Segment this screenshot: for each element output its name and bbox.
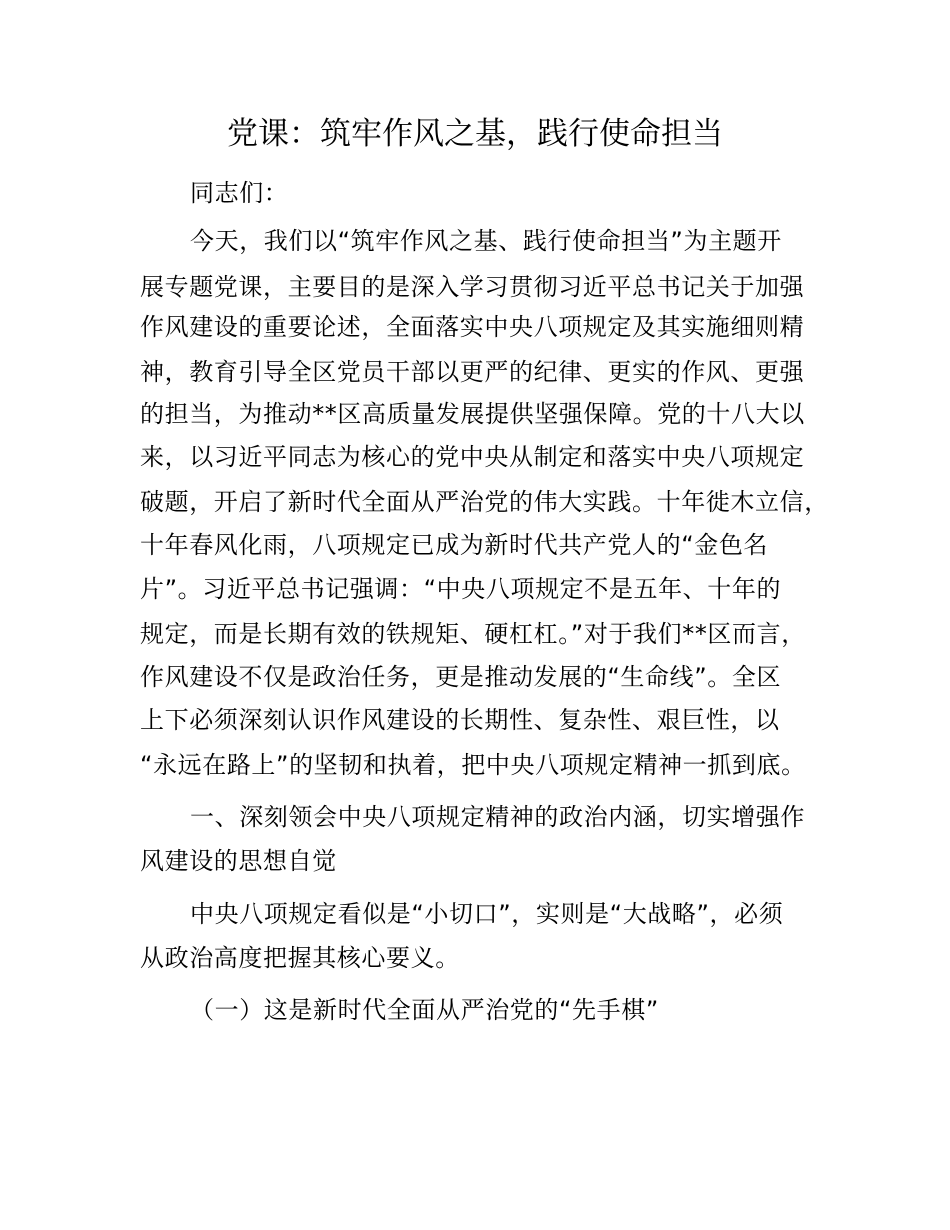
paragraph-line: 的担当，为推动**区高质量发展提供坚强保障。党的十八大以 — [140, 400, 805, 428]
paragraph-line: 来，以习近平同志为核心的党中央从制定和落实中央八项规定 — [140, 443, 805, 471]
heading-line: 风建设的思想自觉 — [140, 847, 337, 875]
paragraph-line: 十年春风化雨，八项规定已成为新时代共产党人的“金色名 — [140, 531, 769, 559]
paragraph-line: 作风建设不仅是政治任务，更是推动发展的“生命线”。全区 — [140, 663, 782, 691]
paragraph-line: 中央八项规定看似是“小切口”，实则是“大战略”，必须 — [190, 900, 784, 928]
paragraph-line: 规定，而是长期有效的铁规矩、硬杠杠。”对于我们**区而言， — [140, 620, 806, 648]
heading-line: （一）这是新时代全面从严治党的“先手棋” — [190, 996, 659, 1024]
paragraph-line: 今天，我们以“筑牢作风之基、践行使命担当”为主题开 — [190, 227, 782, 255]
paragraph-line: 作风建设的重要论述，全面落实中央八项规定及其实施细则精 — [140, 313, 805, 341]
paragraph-line: 展专题党课，主要目的是深入学习贯彻习近平总书记关于加强 — [140, 273, 805, 301]
paragraph-line: 上下必须深刻认识作风建设的长期性、复杂性、艰巨性，以 — [140, 706, 780, 734]
paragraph-line: “永远在路上”的坚韧和执着，把中央八项规定精神一抓到底。 — [140, 751, 806, 779]
salutation: 同志们： — [190, 179, 289, 207]
document-title: 党课：筑牢作风之基，践行使命担当 — [227, 116, 723, 152]
paragraph-line: 从政治高度把握其核心要义。 — [140, 944, 460, 972]
paragraph-line: 神，教育引导全区党员干部以更严的纪律、更实的作风、更强 — [140, 358, 805, 386]
heading-line: 一、深刻领会中央八项规定精神的政治内涵，切实增强作 — [190, 803, 805, 831]
paragraph-line: 片”。习近平总书记强调：“中央八项规定不是五年、十年的 — [140, 575, 782, 603]
paragraph-line: 破题，开启了新时代全面从严治党的伟大实践。十年徙木立信， — [140, 488, 829, 516]
